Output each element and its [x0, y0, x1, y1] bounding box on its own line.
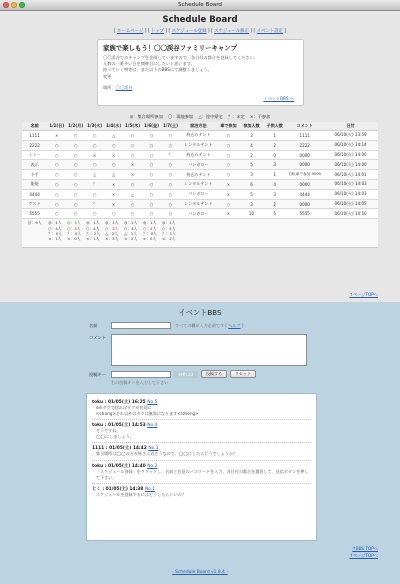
post-number-link[interactable]: No.2 — [147, 463, 158, 469]
table-cell: ○ — [104, 209, 123, 219]
table-cell: 0000 — [286, 160, 323, 170]
table-cell: 1111 — [286, 131, 323, 141]
app-title: Schedule Board — [162, 15, 238, 25]
participant-name: 2222 — [22, 140, 47, 150]
table-cell: ○ — [142, 189, 161, 199]
tally-count: ◎：1人 — [161, 220, 176, 226]
table-cell: 3 — [240, 131, 263, 141]
participant-name: 4444 — [22, 189, 47, 199]
table-cell: ○ — [217, 140, 240, 150]
tally-spacer — [180, 219, 378, 248]
table-cell: 6 — [240, 180, 263, 190]
table-cell: ○ — [142, 140, 161, 150]
schedule-section — [0, 11, 400, 302]
post-key-hint: 右の投稿キーを入力して下さい — [111, 380, 169, 385]
table-cell: ○ — [123, 131, 142, 141]
nav-top-link[interactable]: トップ — [150, 29, 164, 34]
table-cell: ○ — [47, 209, 66, 219]
nav-register-link[interactable]: スケジュール登録 — [171, 29, 207, 34]
table-row — [22, 160, 378, 170]
table-body — [22, 131, 378, 248]
table-cell: ○ — [66, 150, 85, 160]
table-cell: 0000 — [286, 180, 323, 190]
post-text: 「スケジュール登録」をクリックし、名前と任意のパスワードを入力、各日付の都合を選択して、送信ボタンを押して下さい。 — [96, 468, 309, 480]
column-header: 1/7(土) — [161, 122, 180, 131]
table-cell: 06/10(火) 14:14 — [323, 140, 378, 150]
table-cell: バンガロー — [180, 189, 217, 199]
table-cell: ○ — [85, 140, 104, 150]
post-number-link[interactable]: No.4 — [147, 423, 158, 429]
table-cell: △ — [104, 131, 123, 141]
legend-item: △：途中帰宅 — [198, 114, 223, 119]
table-cell: 2 — [263, 140, 286, 150]
table-cell: 1 — [263, 170, 286, 180]
table-cell: ○ — [142, 170, 161, 180]
table-cell: ○ — [123, 140, 142, 150]
column-header: 1/3(火) — [85, 122, 104, 131]
table-cell: ○ — [123, 209, 142, 219]
column-header: 1/4(水) — [104, 122, 123, 131]
table-cell: ○ — [47, 150, 66, 160]
table-cell: 06/10(火) 14:03 — [323, 189, 378, 199]
table-cell: ○ — [161, 189, 180, 199]
table-cell: ○ — [66, 140, 85, 150]
column-header: 1/1(日) — [47, 122, 66, 131]
table-cell: ○ — [142, 180, 161, 190]
table-cell: 06/10(火) 14:00 — [323, 150, 378, 160]
footer — [0, 570, 400, 575]
event-description — [103, 55, 298, 91]
post-date: 01/05(土) 16:25 — [108, 400, 146, 405]
bbs-title: イベントBBS — [178, 308, 222, 317]
table-cell: 持込みテント — [180, 131, 217, 141]
reset-button[interactable]: リセット — [230, 370, 256, 378]
event-line: 〇〇渓谷でのキャンプを企画していますので、各日付の都合を登録してください。 — [103, 55, 258, 60]
tally-count: ◎：1人 — [105, 220, 119, 226]
table-cell: × — [47, 131, 66, 141]
column-header: 車で参加 — [217, 122, 240, 131]
table-cell: ○ — [123, 150, 142, 160]
tally-cell — [47, 219, 66, 248]
table-cell: × — [123, 160, 142, 170]
tally-row — [22, 219, 378, 248]
tally-count: ×：1人 — [161, 236, 176, 242]
post-key-input[interactable] — [111, 371, 171, 378]
legend-item: ×：不参加 — [250, 114, 271, 119]
post-text: ◯◯にしましょう。 — [96, 433, 134, 439]
bbs-posts — [86, 393, 317, 541]
table-cell: ○ — [66, 160, 85, 170]
table-cell: ○ — [161, 170, 180, 180]
tally-count: ？：1人 — [161, 231, 176, 237]
table-cell: 3 — [240, 170, 263, 180]
table-cell: 持込みテント — [180, 150, 217, 160]
tally-count: ◎：2人 — [124, 220, 138, 226]
table-cell: ○ — [85, 209, 104, 219]
table-row — [22, 170, 378, 180]
table-cell: ○ — [217, 170, 240, 180]
table-cell: ○ — [66, 189, 85, 199]
post-date: 01/05(土) 14:53 — [108, 423, 146, 429]
post-text: <strong>それ以外のタグは無効になります</strong> — [96, 410, 199, 416]
column-header: 1/2(月) — [66, 122, 85, 131]
tally-count: ○：3人 — [105, 225, 119, 231]
table-row — [22, 199, 378, 209]
event-notice — [97, 39, 304, 106]
post-date: 01/05(土) 14:42 — [109, 446, 147, 452]
tally-count: ？：0人 — [143, 231, 157, 237]
post-number-link[interactable]: No.5 — [147, 400, 158, 405]
schedule-table — [22, 122, 378, 248]
table-cell: バンガロー — [180, 209, 217, 219]
table-cell: × — [104, 189, 123, 199]
table-cell: ○ — [161, 180, 180, 190]
event-title: 家族で楽しもう！〇〇渓谷ファミリーキャンプ — [103, 44, 238, 52]
table-cell: × — [123, 170, 142, 180]
table-cell: 2 — [240, 150, 263, 160]
comment-label: コメント — [89, 335, 106, 340]
table-cell: 06/10(火) 13:59 — [323, 131, 378, 141]
participant-name: ミミー — [22, 150, 47, 160]
participant-name: グスト — [22, 199, 47, 209]
post-author: 1111 — [92, 446, 105, 452]
post-date: 01/05(土) 14:40 — [108, 463, 146, 469]
table-cell: × — [217, 180, 240, 190]
table-cell: 4 — [240, 140, 263, 150]
table-cell: 06/10(火) 14:50 — [323, 209, 378, 219]
table-cell: 5555 — [286, 209, 323, 219]
table-cell: △ — [85, 170, 104, 180]
table-cell: 06/10(火) 14:03 — [323, 180, 378, 190]
tally-label: 計：9人 — [22, 219, 47, 248]
table-cell: 持込みテント — [180, 170, 217, 180]
table-cell: ○ — [47, 170, 66, 180]
table-cell: ？ — [161, 150, 180, 160]
tally-count: ○：3人 — [161, 225, 176, 231]
table-cell: ○ — [123, 180, 142, 190]
event-line: 持っていく物等は、また以下のBBSにて調整しましょう。 — [103, 67, 212, 73]
participant-name: 1111 — [22, 131, 47, 141]
table-cell: 06/10(火) 14:05 — [323, 199, 378, 209]
post-header: 1111 : 01/05(土) 14:42 No.3 — [92, 446, 159, 452]
tally-count: ？：0人 — [48, 231, 63, 237]
table-cell: ○ — [217, 150, 240, 160]
table-cell: × — [85, 150, 104, 160]
table-row — [22, 209, 378, 219]
table-cell: ○ — [66, 209, 85, 219]
table-cell: ○ — [142, 199, 161, 209]
zoom-window-icon[interactable] — [19, 2, 25, 8]
table-cell: ？ — [85, 199, 104, 209]
window-title: Schedule Board — [178, 2, 222, 8]
table-cell: ○ — [217, 160, 240, 170]
minimize-window-icon[interactable] — [11, 2, 17, 8]
tally-count: ◎：1人 — [48, 220, 62, 226]
table-cell: 3 — [263, 189, 286, 199]
post-text: そうですね。 — [96, 428, 121, 434]
table-cell: ○ — [85, 160, 104, 170]
bbs-section — [0, 302, 400, 584]
table-cell: ○ — [85, 189, 104, 199]
table-cell: 06/10(火) 14:00 — [323, 160, 378, 170]
table-cell: △ — [104, 170, 123, 180]
table-header-row — [22, 122, 378, 131]
table-cell: 10 — [240, 209, 263, 219]
tally-count: △：1人 — [124, 231, 138, 237]
column-header: 1/5(木) — [123, 122, 142, 131]
tally-cell — [161, 219, 180, 248]
participant-name: 能能 — [22, 180, 47, 190]
post-header: toku : 01/05(土) 14:53 No.4 — [92, 423, 158, 429]
table-row — [22, 150, 378, 160]
legend-item: 〇：現地参加 — [167, 114, 194, 119]
bbs-top-link[interactable]: ↑BBS TOPへ — [352, 546, 378, 551]
post-author: toku — [92, 400, 104, 405]
table-cell: ○ — [66, 199, 85, 209]
tally-count: ×：1人 — [48, 236, 62, 242]
tally-count: ◎：1人 — [143, 220, 157, 226]
table-cell: 5 — [240, 160, 263, 170]
tally-count: ？：2人 — [86, 231, 100, 237]
name-label: 名前 — [89, 323, 98, 328]
event-place: 場所：〇〇渓谷 — [103, 84, 133, 90]
post-number-link[interactable]: No.1 — [144, 487, 155, 493]
table-cell: ○ — [47, 199, 66, 209]
table-cell: × — [217, 209, 240, 219]
table-cell: ○ — [47, 189, 66, 199]
nav-event-settings-link[interactable]: イベント設定 — [256, 29, 283, 34]
table-cell: ○ — [104, 160, 123, 170]
tally-cell — [123, 219, 142, 248]
table-cell: ○ — [66, 131, 85, 141]
table-cell: ○ — [47, 140, 66, 150]
table-cell: 自転車で参加 0000 — [286, 170, 323, 180]
table-cell: 4444 — [286, 189, 323, 199]
post-text: emタグで括ればタグが有効に — [96, 405, 152, 410]
column-header: 1/6(金) — [142, 122, 161, 131]
tally-count: ×：2人 — [124, 236, 138, 242]
post-author: とく — [92, 487, 101, 493]
table-cell: ○ — [161, 131, 180, 141]
bbs-post — [92, 443, 311, 461]
legend-item: ◎：集合場所参加 — [129, 114, 163, 119]
tally-count: ○：4人 — [124, 225, 138, 231]
table-cell: レンタルテント — [180, 140, 217, 150]
column-header: 参加人数 — [240, 122, 263, 131]
tally-count: ？：0人 — [67, 231, 82, 237]
comment-textarea[interactable] — [111, 334, 307, 366]
table-cell: ○ — [217, 131, 240, 141]
event-bbs-link[interactable]: イベントBBS へ — [263, 96, 294, 101]
column-header: コメント — [286, 122, 323, 131]
table-cell: レンタルテント — [180, 199, 217, 209]
table-cell: ○ — [142, 160, 161, 170]
table-cell: 0 — [263, 150, 286, 160]
table-cell: × — [104, 199, 123, 209]
table-cell: ○ — [142, 131, 161, 141]
post-key-image: eHh.a3 — [174, 371, 198, 378]
window-titlebar — [0, 0, 400, 11]
event-line: 人数の一番多い日を開催日にしたいと思います。 — [103, 61, 195, 67]
tally-cell — [142, 219, 161, 248]
event-line: 変更 — [103, 73, 112, 79]
table-cell: × — [104, 150, 123, 160]
post-text: 集合場所は◯◯の方が皆さん近そうなので、◯◯にしたらどうでしょうか？ — [96, 451, 238, 457]
tally-count: ×：3人 — [105, 236, 119, 242]
table-cell: 5 — [240, 189, 263, 199]
nav-edit-link[interactable]: スケジュール修正 — [214, 29, 249, 34]
table-cell: ○ — [47, 180, 66, 190]
tally-count: △：2人 — [105, 231, 119, 237]
table-cell: 0000 — [286, 150, 323, 160]
tally-cell — [104, 219, 123, 248]
table-cell: ？ — [85, 180, 104, 190]
table-cell: ○ — [142, 150, 161, 160]
bbs-post — [92, 397, 311, 420]
window-controls — [3, 2, 25, 8]
tally-count: ◎：1人 — [86, 220, 100, 226]
bbs-page-top-link[interactable]: ↑ページTOPへ — [349, 553, 378, 558]
table-cell: 1 — [263, 131, 286, 141]
table-cell: ○ — [66, 170, 85, 180]
post-text: スケジュールを登録するにはどうしたらいいの？ — [96, 492, 186, 498]
table-cell: ○ — [161, 199, 180, 209]
help-link[interactable]: ヘルプ — [228, 323, 241, 328]
table-cell: 3 — [240, 199, 263, 209]
table-row — [22, 180, 378, 190]
post-header: toku : 01/05(土) 16:25 No.5 — [92, 400, 158, 405]
nav-bar: [ ホームページ ] [ トップ ] [ スケジュール登録 ] [ スケジュール修正 ] [ イベント設定 ] — [113, 29, 287, 34]
table-cell: △ — [123, 189, 142, 199]
table-cell: × — [217, 189, 240, 199]
table-row — [22, 189, 378, 199]
tally-count: ×：0人 — [67, 236, 81, 242]
name-input[interactable] — [111, 322, 171, 329]
table-cell: レンタルテント — [180, 180, 217, 190]
bbs-post — [92, 420, 311, 443]
table-cell: ○ — [85, 131, 104, 141]
column-header: 子供人数 — [263, 122, 286, 131]
name-hint: すべての欄が入力必須です [ ヘルプ ] — [175, 323, 244, 328]
post-number-link[interactable]: No.3 — [148, 446, 159, 452]
bbs-post — [92, 484, 311, 501]
tally-count: ○：4人 — [86, 225, 100, 231]
page-top-link[interactable]: ↑ページTOPへ — [349, 292, 378, 297]
tally-count: ○：4人 — [143, 225, 157, 231]
post-button[interactable]: 投稿する — [201, 370, 227, 378]
post-author: toku — [92, 423, 104, 429]
tally-cell — [85, 219, 104, 248]
column-header: 宿泊方法 — [180, 122, 217, 131]
bbs-post — [92, 461, 311, 484]
table-cell: ○ — [142, 209, 161, 219]
tally-count: ×：1人 — [86, 236, 100, 242]
table-cell: ○ — [161, 160, 180, 170]
post-header: とく : 01/05(土) 14:38 No.1 — [92, 487, 155, 493]
table-cell: 4 — [263, 180, 286, 190]
table-cell: 5 — [263, 209, 286, 219]
table-cell: 0000 — [286, 199, 323, 209]
nav-home-link[interactable]: ホームページ — [117, 29, 144, 34]
post-date: 01/05(土) 14:38 — [105, 487, 144, 493]
tally-count: ×：0人 — [143, 236, 157, 242]
tally-cell — [66, 219, 85, 248]
symbol-legend — [0, 114, 400, 120]
place-link[interactable]: 〇〇渓谷 — [115, 84, 133, 90]
legend-item: ？：未定 — [227, 114, 245, 119]
participant-name: 予手 — [22, 170, 47, 180]
tally-count: ◎：5人 — [67, 220, 81, 226]
table-cell: 06/10(火) 14:01 — [323, 170, 378, 180]
table-row — [22, 131, 378, 141]
table-cell: ○ — [217, 199, 240, 209]
table-cell: 2222 — [286, 140, 323, 150]
table-cell: × — [104, 180, 123, 190]
table-cell: ○ — [161, 209, 180, 219]
post-author: toku — [92, 463, 104, 469]
table-cell: ○ — [161, 140, 180, 150]
table-row — [22, 140, 378, 150]
column-header: 名前 — [22, 122, 47, 131]
tally-count: ○：4人 — [48, 225, 62, 231]
post-key-label: 投稿キー — [89, 372, 106, 377]
table-cell: ○ — [104, 140, 123, 150]
footer-link[interactable]: - Schedule Board v1.8.4 - — [172, 570, 228, 575]
close-window-icon[interactable] — [3, 2, 9, 8]
table-cell: ○ — [123, 199, 142, 209]
table-cell: ○ — [66, 180, 85, 190]
participant-name: 5555 — [22, 209, 47, 219]
table-cell: 3 — [263, 160, 286, 170]
post-header: toku : 01/05(土) 14:40 No.2 — [92, 463, 158, 469]
column-header: 日付 — [323, 122, 378, 131]
table-cell: バンガロー — [180, 160, 217, 170]
table-cell: ○ — [47, 160, 66, 170]
participant-name: 表示 — [22, 160, 47, 170]
tally-count: ○：4人 — [67, 225, 81, 231]
table-cell: 2 — [263, 199, 286, 209]
